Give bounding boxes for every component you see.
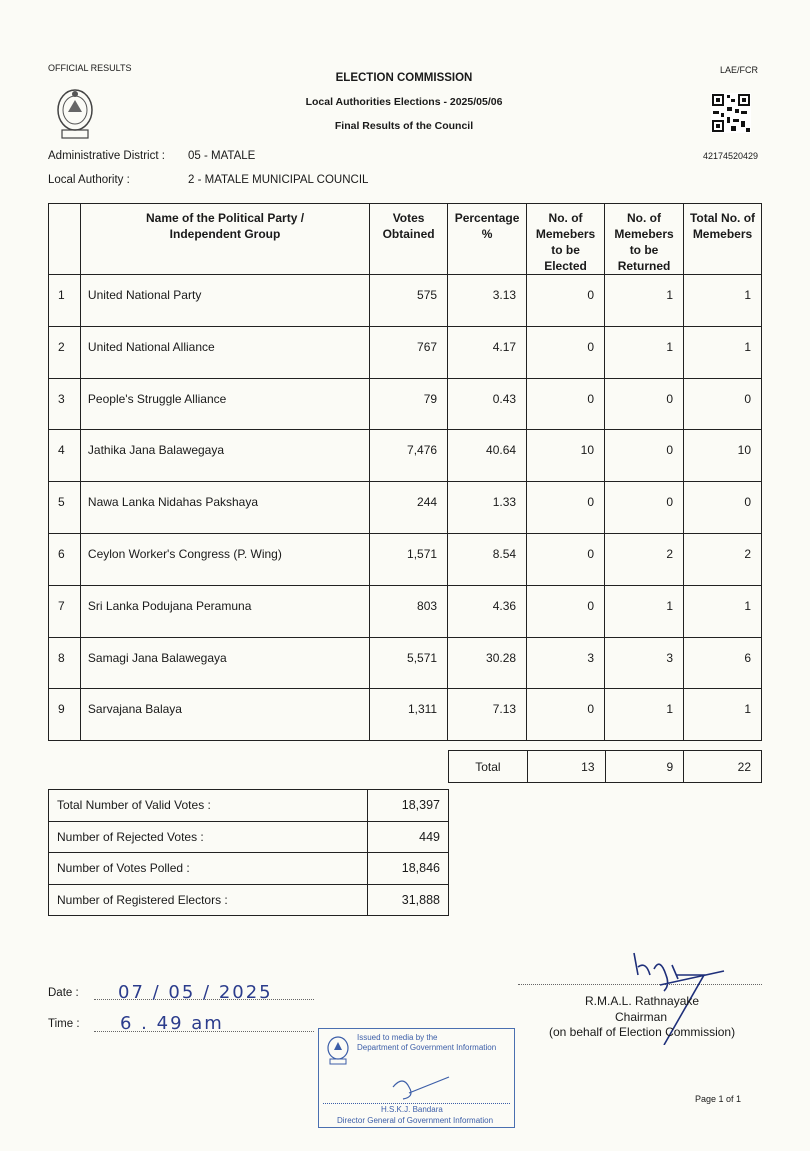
votes-obtained: 803 <box>370 585 448 637</box>
stamp-emblem-icon <box>326 1035 350 1065</box>
party-name: Ceylon Worker's Congress (P. Wing) <box>80 533 369 585</box>
members-returned: 1 <box>605 585 684 637</box>
summary-label: Total Number of Valid Votes : <box>49 790 368 822</box>
row-index: 5 <box>49 482 81 534</box>
members-returned: 0 <box>605 378 684 430</box>
members-elected: 0 <box>527 533 605 585</box>
votes-obtained: 1,311 <box>370 689 448 741</box>
stamp-line1: Issued to media by the <box>357 1033 438 1042</box>
results-table <box>48 203 762 741</box>
signatory-name: R.M.A.L. Rathnayake <box>585 994 700 1008</box>
table-row <box>49 533 762 585</box>
election-subtitle: Local Authorities Elections - 2025/05/06 <box>305 96 503 108</box>
members-total: 10 <box>684 430 762 482</box>
col-header-index <box>49 204 81 275</box>
members-total: 0 <box>684 482 762 534</box>
members-elected: 0 <box>527 275 605 327</box>
summary-value: 18,846 <box>368 853 449 885</box>
signatory-title: Chairman <box>615 1010 668 1024</box>
party-name: United National Party <box>80 275 369 327</box>
members-elected: 0 <box>527 585 605 637</box>
authority-label: Local Authority : <box>48 174 130 186</box>
summary-row <box>49 853 449 885</box>
votes-obtained: 79 <box>370 378 448 430</box>
totals-label: Total <box>449 751 528 783</box>
totals-returned: 9 <box>605 751 684 783</box>
col-header-elected: No. of Memebers to be Elected <box>527 204 605 275</box>
members-elected: 0 <box>527 378 605 430</box>
percentage: 7.13 <box>448 689 527 741</box>
table-row <box>49 430 762 482</box>
table-header-row <box>49 204 762 275</box>
row-index: 4 <box>49 430 81 482</box>
members-total: 1 <box>684 275 762 327</box>
col-header-percentage: Percentage % <box>448 204 527 275</box>
summary-row <box>49 790 449 822</box>
members-elected: 0 <box>527 326 605 378</box>
row-index: 8 <box>49 637 81 689</box>
stamp-name: H.S.K.J. Bandara <box>381 1105 443 1114</box>
party-name: People's Struggle Alliance <box>80 378 369 430</box>
stamp-signature-icon <box>389 1073 459 1103</box>
party-name: Sri Lanka Podujana Peramuna <box>80 585 369 637</box>
table-row <box>49 482 762 534</box>
members-total: 2 <box>684 533 762 585</box>
table-row <box>49 326 762 378</box>
totals-total: 22 <box>684 751 762 783</box>
commission-title: ELECTION COMMISSION <box>335 72 473 84</box>
row-index: 9 <box>49 689 81 741</box>
table-row <box>49 378 762 430</box>
row-index: 7 <box>49 585 81 637</box>
members-returned: 0 <box>605 482 684 534</box>
votes-obtained: 5,571 <box>370 637 448 689</box>
qr-code-icon <box>711 93 751 133</box>
party-name: Samagi Jana Balawegaya <box>80 637 369 689</box>
members-total: 1 <box>684 585 762 637</box>
stamp-line <box>323 1103 510 1104</box>
table-row <box>49 689 762 741</box>
totals-row <box>449 751 762 783</box>
col-header-party: Name of the Political Party / Independent Group <box>80 204 369 275</box>
votes-obtained: 1,571 <box>370 533 448 585</box>
percentage: 30.28 <box>448 637 527 689</box>
sri-lanka-emblem-icon <box>56 86 94 140</box>
district-label: Administrative District : <box>48 150 165 162</box>
percentage: 4.36 <box>448 585 527 637</box>
stamp-line2: Department of Government Information <box>357 1043 497 1052</box>
row-index: 1 <box>49 275 81 327</box>
percentage: 8.54 <box>448 533 527 585</box>
members-total: 1 <box>684 326 762 378</box>
members-returned: 3 <box>605 637 684 689</box>
votes-obtained: 767 <box>370 326 448 378</box>
members-returned: 0 <box>605 430 684 482</box>
totals-elected: 13 <box>527 751 605 783</box>
votes-obtained: 7,476 <box>370 430 448 482</box>
members-total: 0 <box>684 378 762 430</box>
reference-code: LAE/FCR <box>720 65 759 75</box>
row-index: 3 <box>49 378 81 430</box>
table-row <box>49 637 762 689</box>
document-number: 42174520429 <box>703 151 759 161</box>
official-results-label: OFFICIAL RESULTS <box>48 63 132 73</box>
col-header-votes: Votes Obtained <box>370 204 448 275</box>
members-returned: 1 <box>605 689 684 741</box>
summary-row <box>49 884 449 916</box>
col-header-total: Total No. of Memebers <box>684 204 762 275</box>
stamp-title: Director General of Government Information <box>337 1116 494 1125</box>
time-value: 6 . 49 am <box>120 1013 224 1034</box>
party-name: Sarvajana Balaya <box>80 689 369 741</box>
signatory-behalf: (on behalf of Election Commission) <box>549 1025 736 1039</box>
summary-label: Number of Rejected Votes : <box>49 821 368 853</box>
percentage: 4.17 <box>448 326 527 378</box>
time-label: Time : <box>48 1018 80 1030</box>
party-name: United National Alliance <box>80 326 369 378</box>
page-indicator: Page 1 of 1 <box>695 1094 742 1104</box>
party-name: Nawa Lanka Nidahas Pakshaya <box>80 482 369 534</box>
members-total: 6 <box>684 637 762 689</box>
summary-value: 31,888 <box>368 884 449 916</box>
percentage: 40.64 <box>448 430 527 482</box>
members-returned: 1 <box>605 275 684 327</box>
percentage: 3.13 <box>448 275 527 327</box>
votes-obtained: 575 <box>370 275 448 327</box>
totals-table <box>448 750 762 783</box>
members-returned: 2 <box>605 533 684 585</box>
summary-label: Number of Votes Polled : <box>49 853 368 885</box>
table-row <box>49 275 762 327</box>
members-elected: 10 <box>527 430 605 482</box>
votes-obtained: 244 <box>370 482 448 534</box>
date-value: 07 / 05 / 2025 <box>118 982 273 1003</box>
members-elected: 3 <box>527 637 605 689</box>
members-elected: 0 <box>527 689 605 741</box>
summary-value: 449 <box>368 821 449 853</box>
col-header-returned: No. of Memebers to be Returned <box>605 204 684 275</box>
percentage: 0.43 <box>448 378 527 430</box>
summary-label: Number of Registered Electors : <box>49 884 368 916</box>
date-label: Date : <box>48 987 79 999</box>
table-row <box>49 585 762 637</box>
media-stamp <box>318 1028 515 1128</box>
members-total: 1 <box>684 689 762 741</box>
row-index: 2 <box>49 326 81 378</box>
members-elected: 0 <box>527 482 605 534</box>
vote-summary-table <box>48 789 449 916</box>
members-returned: 1 <box>605 326 684 378</box>
summary-row <box>49 821 449 853</box>
district-value: 05 - MATALE <box>188 150 256 162</box>
percentage: 1.33 <box>448 482 527 534</box>
row-index: 6 <box>49 533 81 585</box>
party-name: Jathika Jana Balawegaya <box>80 430 369 482</box>
authority-value: 2 - MATALE MUNICIPAL COUNCIL <box>188 174 369 186</box>
summary-value: 18,397 <box>368 790 449 822</box>
results-subtitle: Final Results of the Council <box>334 120 474 132</box>
